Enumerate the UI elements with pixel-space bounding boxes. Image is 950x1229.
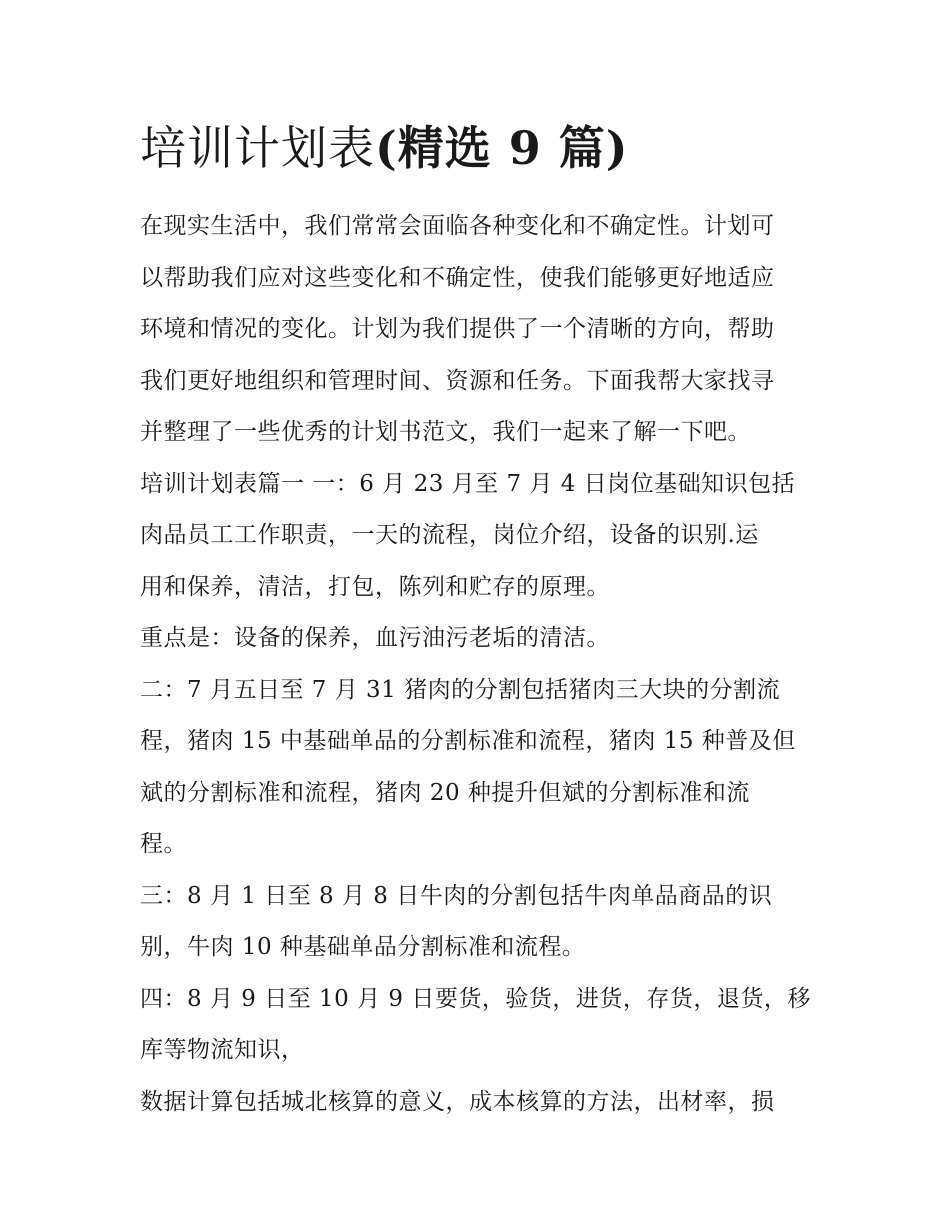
text-line: 斌的分割标准和流程，猪肉 20 种提升但斌的分割标准和流	[140, 779, 750, 806]
title-suffix: (精选 9 篇)	[375, 121, 629, 175]
text-line: 我们更好地组织和管理时间、资源和任务。下面我帮大家找寻	[140, 367, 775, 394]
text-line: 三：8 月 1 日至 8 月 8 日牛肉的分割包括牛肉单品商品的识	[140, 882, 773, 909]
text-line: 四：8 月 9 日至 10 月 9 日要货，验货，进货，存货，退货，移	[140, 985, 811, 1012]
title-main: 培训计划表	[140, 121, 375, 175]
text-line: 在现实生活中，我们常常会面临各种变化和不确定性。计划可	[140, 213, 775, 239]
text-line: 程。	[140, 831, 187, 857]
text-line: 肉品员工工作职责，一天的流程，岗位介绍，设备的识别.运	[140, 522, 759, 548]
text-line: 重点是：设备的保养，血污油污老垢的清洁。	[140, 625, 610, 651]
text-line: 别，牛肉 10 种基础单品分割标准和流程。	[140, 934, 586, 960]
text-line: 用和保养，清洁，打包，陈列和贮存的原理。	[140, 573, 610, 600]
text-line: 环境和情况的变化。计划为我们提供了一个清晰的方向，帮助	[140, 316, 775, 342]
text-line: 并整理了一些优秀的计划书范文，我们一起来了解一下吧。	[140, 419, 751, 445]
text-line: 二：7 月五日至 7 月 31 猪肉的分割包括猪肉三大块的分割流	[140, 676, 781, 703]
text-line: 数据计算包括城北核算的意义，成本核算的方法，出材率，损	[140, 1088, 775, 1115]
document-title	[140, 118, 629, 178]
text-line: 库等物流知识，	[140, 1037, 305, 1063]
document-body	[140, 201, 820, 1128]
text-line: 以帮助我们应对这些变化和不确定性，使我们能够更好地适应	[140, 264, 775, 291]
text-line: 培训计划表篇一 一：6 月 23 月至 7 月 4 日岗位基础知识包括	[140, 470, 796, 497]
text-line: 程，猪肉 15 中基础单品的分割标准和流程，猪肉 15 种普及但	[140, 728, 796, 754]
